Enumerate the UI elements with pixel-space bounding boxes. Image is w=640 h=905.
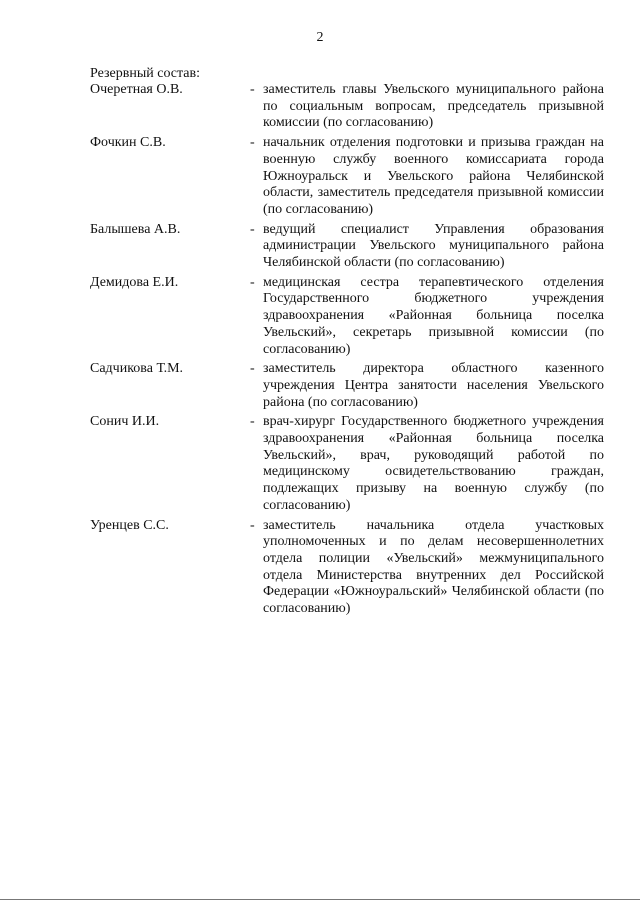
- section-heading: Резервный состав:: [90, 66, 201, 81]
- member-name: Садчикова Т.М.: [90, 361, 184, 377]
- member-list: [90, 82, 604, 618]
- member-description: врач-хирург Государственного бюджетного учреждения здравоохранения «Районная больница поселка Увельский», врач, руководящий работой по медицинскому освидетельствованию граждан, подлежащих призыву на военную службу (по согласованию): [263, 414, 604, 513]
- member-description: заместитель начальника отдела участковых уполномоченных и по делам несовершеннолетних отдела полиции «Увельский» межмуниципального отдела Министерства внутренних дел Российской Федерации «Южноуральский» Челябинской области (по согласованию): [263, 517, 604, 617]
- member-description: заместитель директора областного казенного учреждения Центра занятости населения Увельского района (по согласованию): [263, 361, 604, 410]
- member-entry: [90, 275, 604, 359]
- member-entry: [90, 518, 604, 618]
- member-entry: [90, 361, 604, 411]
- member-entry: [90, 222, 604, 272]
- member-description: начальник отделения подготовки и призыва граждан на военную службу военного комиссариата города Южноуральск и Увельского района Челябинской области, заместитель председателя призывной комиссии (по согласованию): [263, 135, 604, 217]
- member-description: заместитель главы Увельского муниципального района по социальным вопросам, председатель призывной комиссии (по согласованию): [263, 82, 604, 131]
- member-dash: -: [250, 517, 255, 533]
- member-entry: [90, 82, 604, 132]
- member-name: Демидова Е.И.: [90, 274, 179, 290]
- member-description: медицинская сестра терапевтического отделения Государственного бюджетного учреждения здравоохранения «Районная больница поселка Увельский», секретарь призывной комиссии (по согласованию): [263, 274, 604, 357]
- member-dash: -: [250, 274, 255, 290]
- member-name: Балышева А.В.: [90, 221, 181, 237]
- member-entry: [90, 135, 604, 219]
- member-dash: -: [250, 414, 255, 430]
- member-name: Сонич И.И.: [90, 414, 160, 430]
- page-number: 2: [316, 30, 324, 45]
- member-dash: -: [250, 82, 255, 97]
- member-dash: -: [250, 361, 255, 377]
- member-name: Очеретная О.В.: [90, 82, 183, 97]
- member-dash: -: [250, 221, 255, 237]
- member-description: ведущий специалист Управления образования администрации Увельского муниципального района Челябинской области (по согласованию): [263, 221, 604, 271]
- scan-edge-divider: [0, 899, 640, 900]
- member-dash: -: [250, 135, 255, 151]
- member-name: Фочкин С.В.: [90, 135, 166, 151]
- member-entry: [90, 414, 604, 514]
- member-name: Уренцев С.С.: [90, 517, 169, 533]
